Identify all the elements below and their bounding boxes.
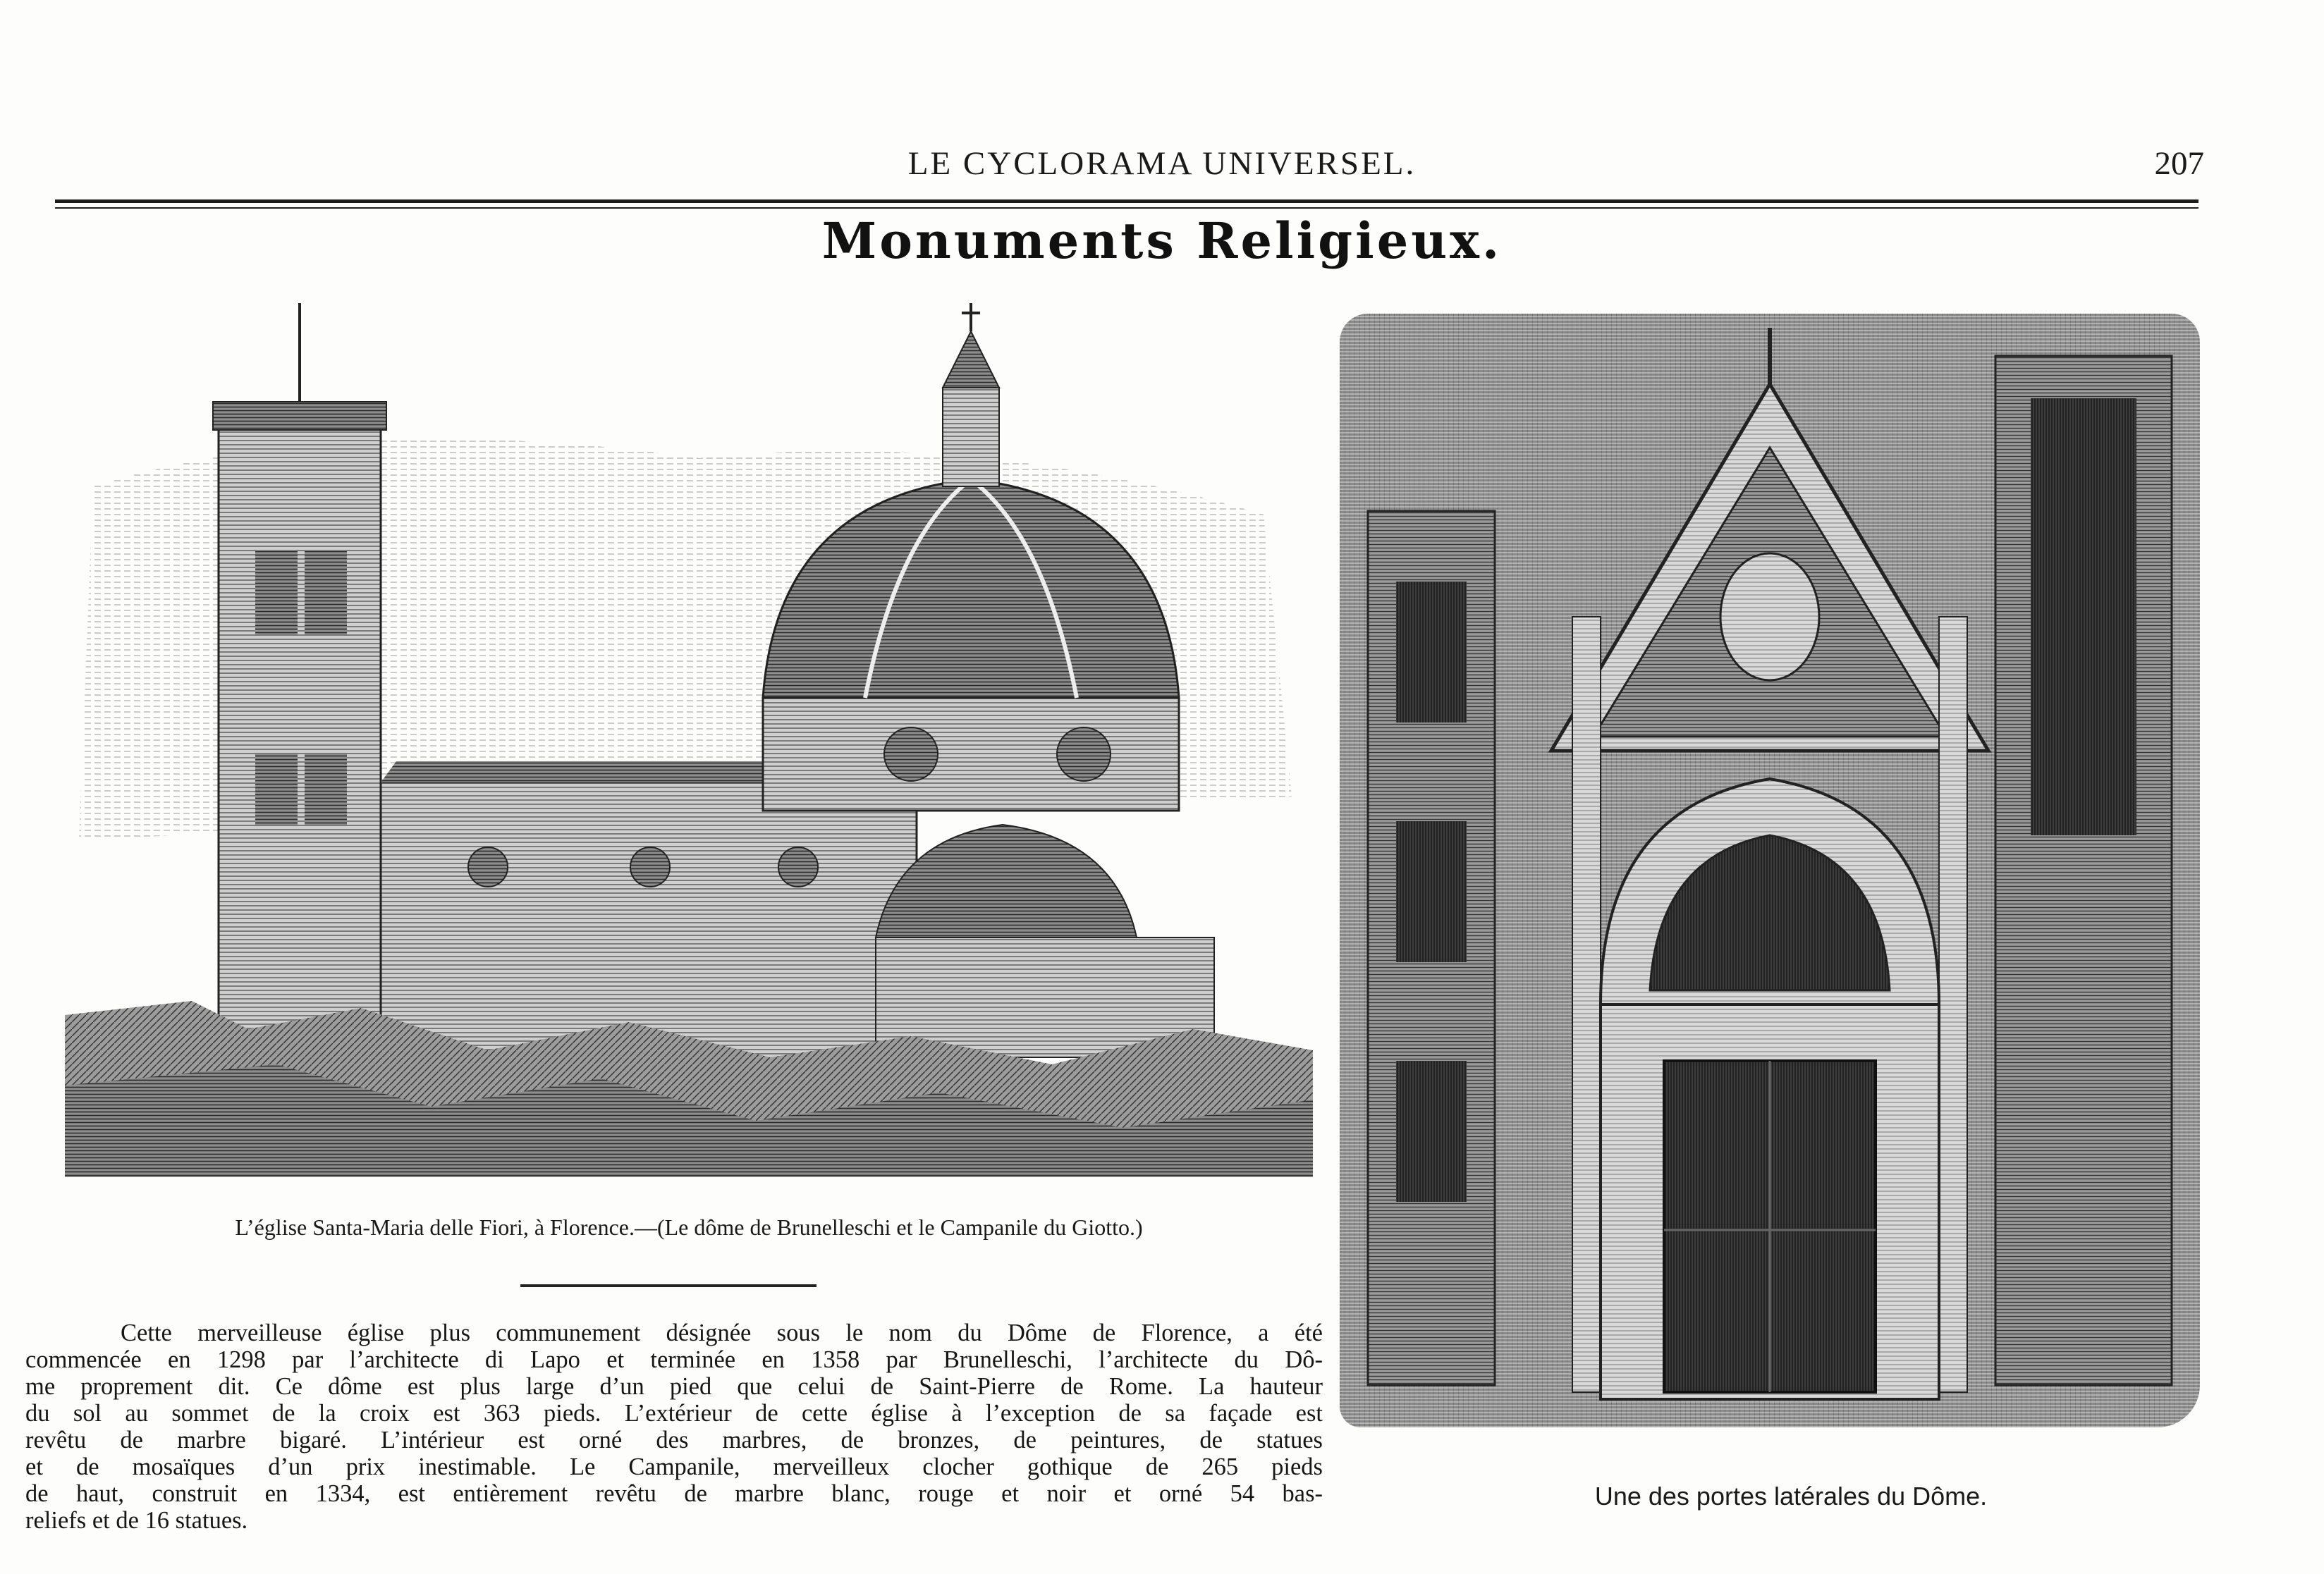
header-rule-thin xyxy=(55,207,2198,209)
article-line: commencée en 1298 par l’architecte di Lapo et terminée en 1358 par Brunelleschi, l’architecte du Dô- xyxy=(25,1346,1323,1373)
article-line: reliefs et de 16 statues. xyxy=(25,1507,248,1534)
article-line: revêtu de marbre bigaré. L’intérieur est orné des marbres, de bronzes, de peintures, de statues xyxy=(25,1427,1323,1453)
article-body xyxy=(25,1320,1323,1534)
running-header-title: LE CYCLORAMA UNIVERSEL. xyxy=(907,145,1417,182)
article-line: du sol au sommet de la croix est 363 pieds. L’extérieur de cette église à l’exception de sa façade est xyxy=(25,1400,1323,1427)
left-figure-caption: L’église Santa-Maria delle Fiori, à Florence.—(Le dôme de Brunelleschi et le Campanile du Giotto.) xyxy=(235,1215,1143,1240)
caption-separator-rule xyxy=(520,1284,817,1287)
article-line: me proprement dit. Ce dôme est plus large d’un pied que celui de Saint-Pierre de Rome. La hauteur xyxy=(25,1373,1323,1400)
cathedral-engraving-drawing xyxy=(65,303,1313,1177)
cathedral-illustration xyxy=(65,303,1313,1177)
header-rule-thick xyxy=(55,199,2198,203)
page-number: 207 xyxy=(2154,145,2204,182)
portal-engraving-drawing xyxy=(1340,314,2200,1427)
right-figure-caption: Une des portes latérales du Dôme. xyxy=(1594,1482,1988,1511)
section-title: Monuments Religieux. xyxy=(821,211,1503,270)
side-portal-illustration xyxy=(1340,314,2200,1427)
article-line: et de mosaïques d’un prix inestimable. Le Campanile, merveilleux clocher gothique de 265 pieds xyxy=(25,1453,1323,1480)
article-line: de haut, construit en 1334, est entièrement revêtu de marbre blanc, rouge et noir et orné 54 bas- xyxy=(25,1480,1323,1507)
article-line: Cette merveilleuse église plus communement désignée sous le nom du Dôme de Florence, a été xyxy=(121,1320,1323,1346)
